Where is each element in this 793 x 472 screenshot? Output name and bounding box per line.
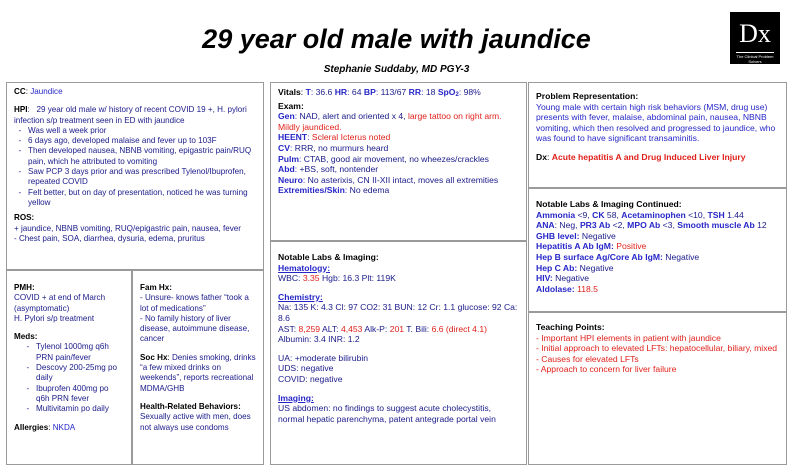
hematology-rest: Hgb: 16.3 Plt: 119K (321, 273, 396, 284)
imaging-label: Imaging (278, 392, 311, 403)
meds-list (14, 342, 124, 414)
dx-value: Acute hepatitis A and Drug Induced Liver Injury (551, 151, 746, 162)
hematology-label: Hematology (278, 262, 328, 273)
exam-row: CV: RRR, no murmurs heard (278, 142, 389, 153)
exam-heent-value: Scleral Icterus noted (311, 132, 391, 143)
hpi-bullet: - Was well a week prior (28, 126, 256, 136)
ros-negative: - Chest pain, SOA, diarrhea, dysuria, edema, pruritus (14, 233, 205, 243)
lft-line (278, 324, 519, 335)
albumin-line: Albumin: 3.4 INR: 1.2 (278, 334, 360, 345)
chemistry-line: Na: 135 K: 4.3 Cl: 97 CO2: 31 BUN: 12 Cr: 1.1 glucose: 92 Ca: 8.6 (278, 302, 518, 323)
lab-row: Hep C Ab: Negative (536, 262, 614, 273)
vital-value: 98% (463, 87, 481, 97)
exam-row: Abd: +BS, soft, nontender (278, 164, 379, 175)
dx-label: Dx (536, 151, 547, 162)
hpi-label: HPI (14, 105, 28, 115)
teaching-label: Teaching Points (536, 322, 602, 332)
med-item: - Descovy 200-25mg po daily (36, 363, 124, 384)
exam-heent-label: HEENT (278, 132, 308, 143)
hpi-bullet: - Felt better, but on day of presentation, noticed he was turning yellow (28, 188, 256, 209)
lab-value: 12 (754, 220, 767, 231)
sochx-value: Denies smoking, drinks “a few mixed drinks on weekends”, reports recreational MDMA/GHB (140, 352, 256, 393)
lab-row-value: Negative (581, 230, 616, 241)
exam-row: Pulm: CTAB, good air movement, no wheezes/crackles (278, 153, 489, 164)
ast-value: 8,259 (298, 323, 321, 334)
teaching-item: - Important HPI elements in patient with jaundice (536, 332, 721, 343)
med-item: - Ibuprofen 400mg po q6h PRN fever (36, 384, 124, 405)
meds-label-line: Meds: (14, 332, 38, 342)
famhx-label: Fam Hx (140, 283, 170, 292)
exam-row-label: Pulm (278, 153, 300, 164)
teaching-item: - Causes for elevated LFTs (536, 353, 639, 364)
cc-value: Jaundice (30, 87, 63, 96)
lab-key: PR3 Ab (579, 220, 611, 231)
chemistry-label-line: Chemistry: (278, 291, 323, 302)
lab-value: 1.44 (724, 209, 744, 220)
lab-row-key: GHB level (536, 230, 577, 241)
labs-label: Notable Labs & Imaging (278, 252, 376, 262)
labs2-label: Notable Labs & Imaging Continued (536, 199, 679, 209)
exam-row-value: +BS, soft, nontender (299, 164, 379, 175)
vital-value: 18 (425, 87, 436, 97)
lab-key: CK (592, 209, 605, 220)
tbili-value: 6.6 (direct 4.1) (431, 323, 487, 334)
labs2-line2 (536, 220, 779, 231)
hpi-intro: 29 year old male w/ history of recent COVID 19 +, H. pylori infection s/p treatment seen in ED with jaundice (14, 105, 247, 125)
lab-key: TSH (707, 209, 725, 220)
exam-gen-text: NAD, alert and oriented x 4, (299, 111, 406, 122)
history-box (132, 270, 264, 465)
exam-gen-line: Gen: NAD, alert and oriented x 4, large tattoo on right arm. Mildly jaundiced. (278, 111, 502, 132)
famhx-line: - No family history of liver disease, autoimmune disease, cancer (140, 313, 250, 344)
pmh-line: H. Pylori s/p treatment (14, 313, 95, 323)
sochx-label: Soc Hx (140, 352, 168, 362)
vital-value: 113/67 (380, 87, 407, 97)
lab-row: GHB level: Negative (536, 230, 616, 241)
exam-row-label: Neuro (278, 174, 303, 185)
problem-label: Problem Representation (536, 91, 636, 101)
teaching-box (528, 312, 787, 465)
ros-label: ROS (14, 213, 32, 223)
labs-box (270, 241, 527, 465)
labs2-label-line: Notable Labs & Imaging Continued: (536, 199, 682, 209)
hpi-bullet: - Then developed nausea, NBNB vomiting, epigastric pain/RUQ pain, which he attributed to vomiting (28, 146, 256, 167)
ros-label-line: ROS: (14, 213, 35, 223)
exam-gen-label: Gen (278, 111, 295, 122)
exam-label: Exam (278, 100, 301, 111)
ast-label: AST: (278, 323, 297, 334)
page-title: 29 year old male with jaundice (202, 24, 591, 54)
pmh-box (6, 270, 132, 465)
exam-label-line: Exam: (278, 100, 304, 111)
vital-key: SpO (437, 87, 456, 97)
lab-value: 58, (604, 209, 622, 220)
vital-value: 64 (351, 87, 362, 97)
lab-row-key: Hep C Ab (536, 262, 575, 273)
author-line: Stephanie Suddaby, MD PGY-3 (323, 64, 470, 75)
lab-row-value: Negative (665, 251, 700, 262)
other-lab-line: UA: +moderate bilirubin (278, 352, 369, 363)
alkp-value: 201 (389, 323, 405, 334)
lab-row-key: Hepatitis A Ab IgM (536, 241, 611, 252)
other-lab-line: UDS: negative (278, 363, 334, 374)
vital-key: T (305, 87, 311, 97)
ros-positive: + jaundice, NBNB vomiting, RUQ/epigastric pain, nausea, fever (14, 223, 241, 233)
exam-row-label: CV (278, 142, 290, 153)
dx-line: Dx: Acute hepatitis A and Drug Induced Liver Injury (536, 151, 746, 162)
imaging-value: US abdomen: no findings to suggest acute cholecystitis, normal hepatic parenchyma, patent antegrade portal vein (278, 403, 496, 424)
dx-logo (730, 12, 780, 64)
exam-row-value: CTAB, good air movement, no wheezes/crackles (303, 153, 489, 164)
lab-row-value: Negative (555, 273, 590, 284)
allergies-label: Allergies (14, 422, 49, 432)
famhx-line: - Unsure- knows father “took a lot of medications” (140, 293, 249, 313)
wbc-value: 3.35 (302, 273, 320, 284)
exam-row: Extremities/Skin: No edema (278, 185, 390, 196)
vital-value: 36.6 (315, 87, 333, 97)
hpi-box (6, 82, 264, 270)
lab-row-value: Negative (579, 262, 614, 273)
pmh-line: COVID + at end of March (asymptomatic) (14, 293, 106, 313)
famhx-label-line: Fam Hx: (140, 283, 172, 292)
exam-row-value: No asterixis, CN II-XII intact, moves all extremities (307, 174, 499, 185)
problem-box (528, 82, 787, 188)
lab-value: <10, (685, 209, 708, 220)
alkp-label: Alk-P: (364, 323, 388, 334)
lab-key: Smooth muscle Ab (677, 220, 755, 231)
allergies-value: NKDA (52, 422, 76, 432)
labs-label-line: Notable Labs & Imaging: (278, 252, 379, 262)
exam-row-value: No edema (349, 185, 390, 196)
lab-key: Acetaminophen (621, 209, 686, 220)
hpi-intro-line: HPI: 29 year old male w/ history of recent COVID 19 +, H. pylori infection s/p treatment seen in ED with jaundice (14, 105, 247, 125)
teaching-label-line: Teaching Points: (536, 322, 605, 332)
lab-value: <2, (610, 220, 628, 231)
problem-text: Young male with certain high risk behaviors (MSM, drug use) presents with fever, malaise, abdominal pain, nausea, NBNB vomiting, which then resolved and progressed to jaundice, who was found to have significant transaminitis. (536, 101, 776, 144)
lab-value: <9, (575, 209, 593, 220)
tbili-label: T. Bili: (406, 323, 430, 334)
lab-row-key: HIV (536, 273, 550, 284)
vital-sub: 2 (455, 92, 459, 98)
lab-value: <3, (660, 220, 678, 231)
labs2-line1 (536, 210, 779, 221)
lab-key: ANA (536, 220, 555, 231)
pmh-label-line: PMH: (14, 283, 35, 292)
hpi-bullet: - 6 days ago, developed malaise and fever up to 103F (28, 136, 256, 146)
exam-row-value: RRR, no murmurs heard (294, 142, 389, 153)
vital-key: RR (408, 87, 422, 97)
health-label: Health-Related Behaviors (140, 401, 239, 411)
lab-row-key: Hep B surface Ag/Core Ab IgM (536, 251, 660, 262)
hematology-label-line: Hematology: (278, 262, 331, 273)
lab-row-value: 118.5 (577, 283, 598, 294)
exam-row-label: Extremities/Skin (278, 185, 345, 196)
lab-value: : Neg, (554, 220, 580, 231)
lab-row-key: Aldolase (536, 283, 572, 294)
lab-row-value: Positive (616, 241, 647, 252)
lab-row: Hep B surface Ag/Core Ab IgM: Negative (536, 251, 700, 262)
exam-row-label: Abd (278, 164, 295, 175)
allergies-line: Allergies: NKDA (14, 422, 76, 432)
chemistry-label: Chemistry (278, 291, 321, 302)
exam-row: Neuro: No asterixis, CN II-XII intact, moves all extremities (278, 174, 499, 185)
logo-text: Dx (739, 19, 771, 48)
vitals-line: Vitals: T: 36.6 HR: 64 BP: 113/67 RR: 18 SpO2: 98% (278, 87, 481, 98)
labs-continued-box (528, 188, 787, 312)
teaching-item: - Approach to concern for liver failure (536, 364, 677, 375)
health-value: Sexually active with men, does not always use condoms (140, 412, 251, 432)
lab-row: Aldolase: 118.5 (536, 283, 598, 294)
sochx-line: Soc Hx: Denies smoking, drinks “a few mixed drinks on weekends”, reports recreational MDMA/GHB (140, 352, 256, 393)
lab-row: HIV: Negative (536, 273, 590, 284)
alt-label: ALT: (321, 323, 339, 334)
logo-tagline: The Clinical Problem Solvers (736, 54, 774, 64)
other-lab-line: COVID: negative (278, 373, 343, 384)
med-item: - Tylenol 1000mg q6h PRN pain/fever (36, 342, 124, 363)
imaging-label-line: Imaging: (278, 392, 314, 403)
lab-row: Hepatitis A Ab IgM: Positive (536, 241, 647, 252)
hematology-line (278, 273, 519, 284)
teaching-item: - Initial approach to elevated LFTs: hepatocellular, biliary, mixed (536, 343, 778, 354)
cc-line: CC: Jaundice (14, 87, 63, 96)
exam-gen-red: large tattoo on right arm. Mildly jaundiced. (278, 111, 502, 132)
vital-key: BP (363, 87, 376, 97)
hpi-list (14, 126, 256, 208)
exam-heent-line: HEENT: Scleral Icterus noted (278, 132, 391, 143)
pmh-label: PMH (14, 283, 32, 292)
lab-key: Ammonia (536, 209, 576, 220)
alt-value: 4,453 (340, 323, 363, 334)
med-item: - Multivitamin po daily (36, 404, 124, 414)
vitals-label: Vitals (278, 87, 301, 97)
cc-label: CC (14, 87, 26, 96)
health-label-line: Health-Related Behaviors: (140, 401, 241, 411)
problem-label-line: Problem Representation: (536, 91, 639, 101)
exam-box (270, 82, 527, 241)
lab-key: MPO Ab (627, 220, 661, 231)
meds-label: Meds (14, 332, 35, 342)
vital-key: HR (334, 87, 348, 97)
hpi-bullet: - Saw PCP 3 days prior and was prescribed Tylenol/Ibuprofen, repeated COVID (28, 167, 256, 188)
wbc-label: WBC: (278, 273, 301, 284)
